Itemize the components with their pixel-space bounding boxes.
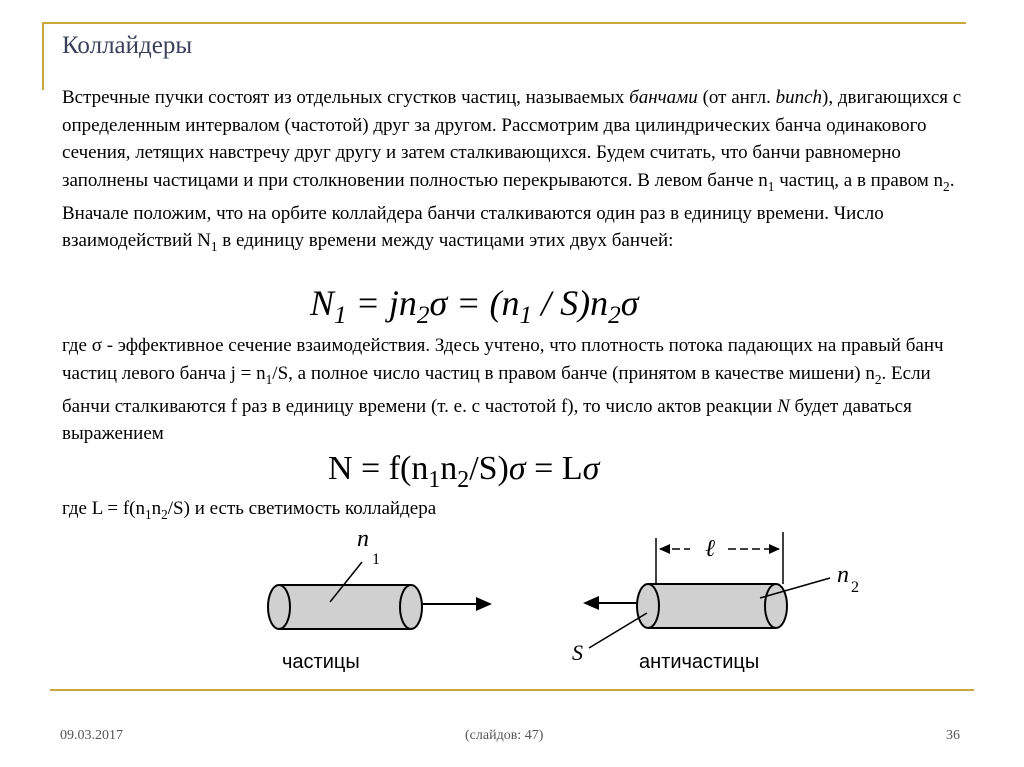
particles-label: частицы	[282, 651, 360, 673]
n2-label: n	[837, 562, 849, 588]
length-label: ℓ	[705, 536, 715, 562]
left-arrow	[583, 596, 640, 610]
left-bunch-cylinder	[268, 585, 422, 629]
interaction-formula: $N_1 = jn_2\sigma = (n_1 / S)n_2\sigma$	[310, 283, 639, 330]
footer-page-number: 36	[946, 728, 960, 743]
s-label: S	[572, 640, 583, 665]
explanation-paragraph: где σ - эффективное сечение взаимодействия. Здесь учтено, что плотность потока падающих на правый банч частиц левого банча $j = n_1/S$, а полное число частиц в правом банче (принятом в качестве мишени) $n_2$. Если банчи сталкиваются f раз в единицу времени (т. е. с частотой f), то число актов реакции N будет даваться выражением	[62, 335, 944, 445]
luminosity-paragraph: где $L = f(n_1n_2/S)$ и есть светимость коллайдера	[62, 498, 437, 522]
bottom-rule	[50, 689, 974, 691]
length-dimension	[656, 532, 783, 584]
footer-date: 09.03.2017	[60, 728, 123, 743]
antiparticles-label: античастицы	[639, 651, 760, 673]
slide-title: Коллайдеры	[62, 32, 193, 59]
luminosity-formula: $N = f(n_1n_2/S)\sigma = L\sigma$	[328, 450, 600, 493]
s-pointer	[589, 613, 647, 648]
n2-subscript: 2	[851, 579, 859, 596]
right-bunch-cylinder	[637, 584, 787, 628]
n1-label: n	[357, 526, 369, 552]
n1-subscript: 1	[372, 551, 380, 568]
right-arrow	[422, 597, 492, 611]
intro-paragraph: Встречные пучки состоят из отдельных сгустков частиц, называемых банчами (от англ. bunch), двигающихся с определенным интервалом (частотой) друг за другом. Рассмотрим два цилиндрических банча одинакового сечения, летящих навстречу друг другу и затем сталкивающихся. Будем считать, что банчи равномерно заполнены частицами и при столкновении полностью перекрываются. В левом банче $n_1$ частиц, а в правом $n_2$. Вначале положим, что на орбите коллайдера банчи сталкиваются один раз в единицу времени. Число взаимодействий $N_1$ в единицу времени между частицами этих двух банчей:	[62, 87, 962, 255]
footer-slide-count: (слайдов: 47)	[465, 728, 544, 743]
